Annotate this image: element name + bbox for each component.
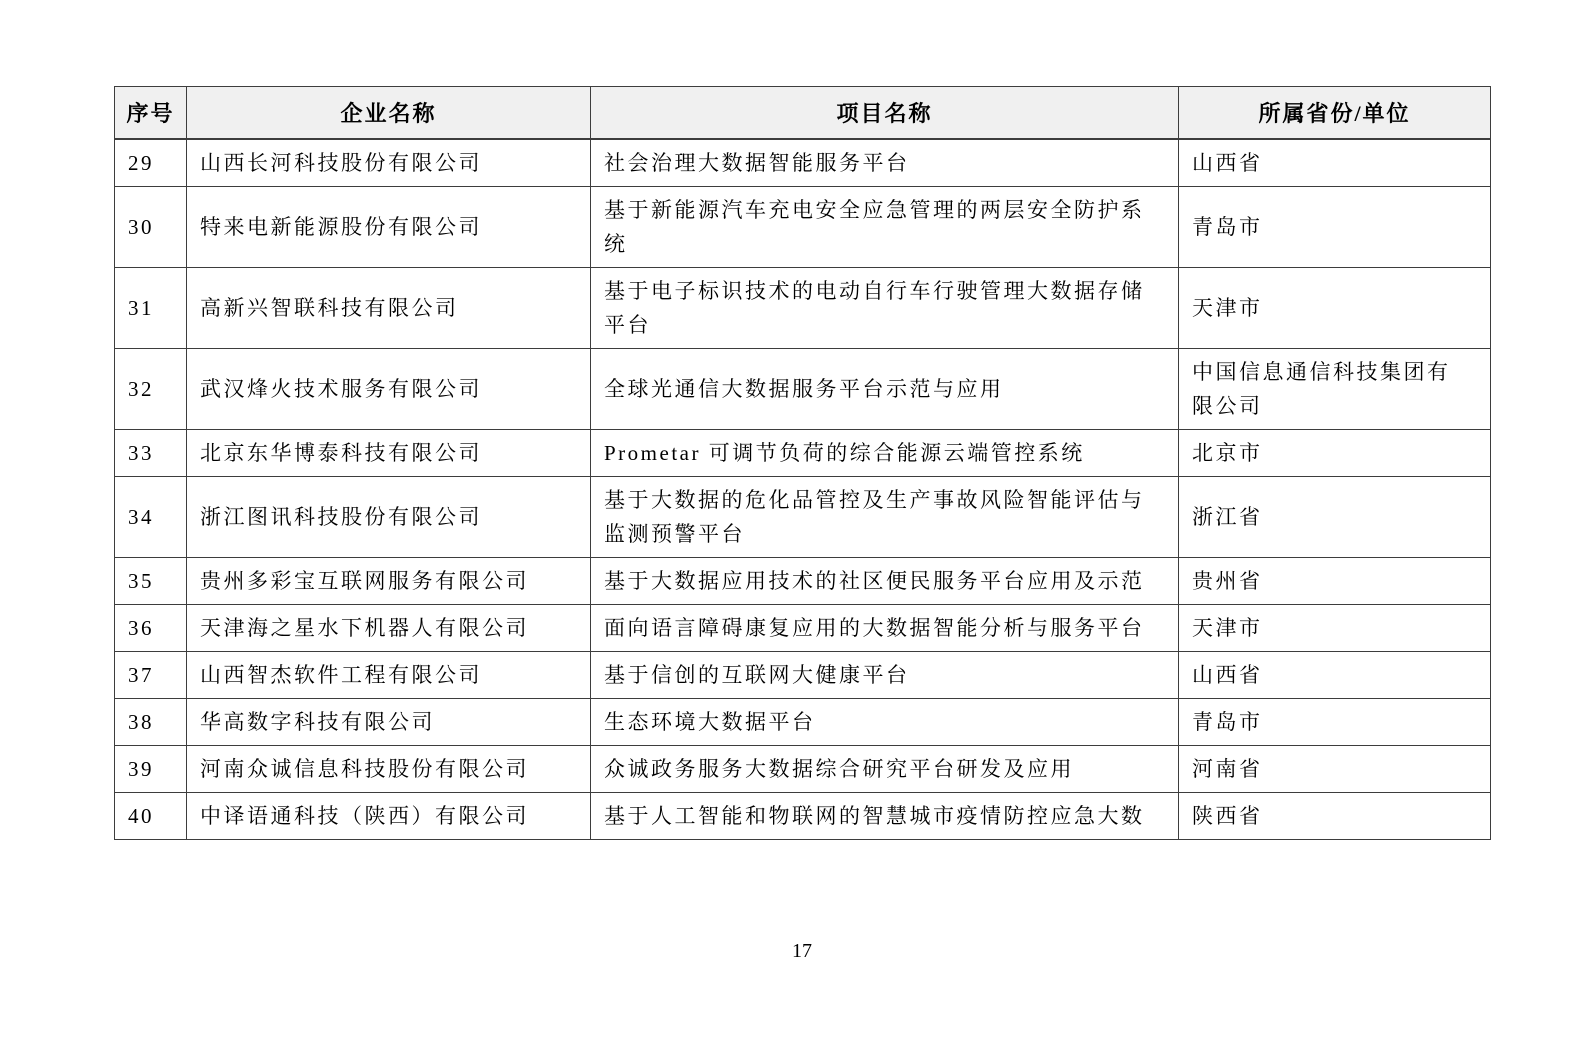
cell-company: 武汉烽火技术服务有限公司 [187,348,591,429]
cell-company: 中译语通科技（陕西）有限公司 [187,792,591,839]
cell-company: 河南众诚信息科技股份有限公司 [187,745,591,792]
cell-province: 青岛市 [1179,186,1491,267]
table-header [115,87,1491,139]
cell-project: Prometar 可调节负荷的综合能源云端管控系统 [591,429,1179,476]
cell-project: 基于新能源汽车充电安全应急管理的两层安全防护系统 [591,186,1179,267]
cell-province: 山西省 [1179,651,1491,698]
cell-index: 30 [115,186,187,267]
cell-province: 青岛市 [1179,698,1491,745]
table-row [115,429,1491,476]
cell-company: 贵州多彩宝互联网服务有限公司 [187,557,591,604]
cell-province: 天津市 [1179,267,1491,348]
cell-province: 山西省 [1179,139,1491,187]
table-body [115,139,1491,840]
cell-company: 特来电新能源股份有限公司 [187,186,591,267]
cell-province: 中国信息通信科技集团有限公司 [1179,348,1491,429]
cell-index: 37 [115,651,187,698]
cell-province: 陕西省 [1179,792,1491,839]
column-header-index: 序号 [115,87,187,139]
cell-index: 34 [115,476,187,557]
cell-index: 39 [115,745,187,792]
cell-project: 基于大数据的危化品管控及生产事故风险智能评估与监测预警平台 [591,476,1179,557]
column-header-project: 项目名称 [591,87,1179,139]
cell-project: 社会治理大数据智能服务平台 [591,139,1179,187]
cell-project: 基于信创的互联网大健康平台 [591,651,1179,698]
cell-province: 天津市 [1179,604,1491,651]
table-row [115,557,1491,604]
cell-project: 众诚政务服务大数据综合研究平台研发及应用 [591,745,1179,792]
cell-company: 天津海之星水下机器人有限公司 [187,604,591,651]
table-row [115,348,1491,429]
cell-company: 北京东华博泰科技有限公司 [187,429,591,476]
table-row [115,186,1491,267]
cell-index: 33 [115,429,187,476]
cell-project: 面向语言障碍康复应用的大数据智能分析与服务平台 [591,604,1179,651]
table-row [115,139,1491,187]
table-row [115,745,1491,792]
cell-project: 基于大数据应用技术的社区便民服务平台应用及示范 [591,557,1179,604]
cell-project: 基于电子标识技术的电动自行车行驶管理大数据存储平台 [591,267,1179,348]
page-number: 17 [792,940,812,962]
cell-province: 贵州省 [1179,557,1491,604]
cell-project: 基于人工智能和物联网的智慧城市疫情防控应急大数 [591,792,1179,839]
table-row [115,476,1491,557]
table-row [115,267,1491,348]
cell-province: 河南省 [1179,745,1491,792]
cell-index: 36 [115,604,187,651]
projects-table [114,86,1491,840]
column-header-province: 所属省份/单位 [1179,87,1491,139]
cell-index: 32 [115,348,187,429]
cell-project: 生态环境大数据平台 [591,698,1179,745]
cell-index: 38 [115,698,187,745]
header-row [115,87,1491,139]
cell-company: 华高数字科技有限公司 [187,698,591,745]
cell-index: 40 [115,792,187,839]
table-row [115,792,1491,839]
cell-province: 浙江省 [1179,476,1491,557]
cell-index: 29 [115,139,187,187]
cell-province: 北京市 [1179,429,1491,476]
cell-index: 35 [115,557,187,604]
cell-company: 山西智杰软件工程有限公司 [187,651,591,698]
cell-index: 31 [115,267,187,348]
cell-project: 全球光通信大数据服务平台示范与应用 [591,348,1179,429]
table-row [115,604,1491,651]
column-header-company: 企业名称 [187,87,591,139]
cell-company: 浙江图讯科技股份有限公司 [187,476,591,557]
table-row [115,651,1491,698]
cell-company: 山西长河科技股份有限公司 [187,139,591,187]
cell-company: 高新兴智联科技有限公司 [187,267,591,348]
table-row [115,698,1491,745]
